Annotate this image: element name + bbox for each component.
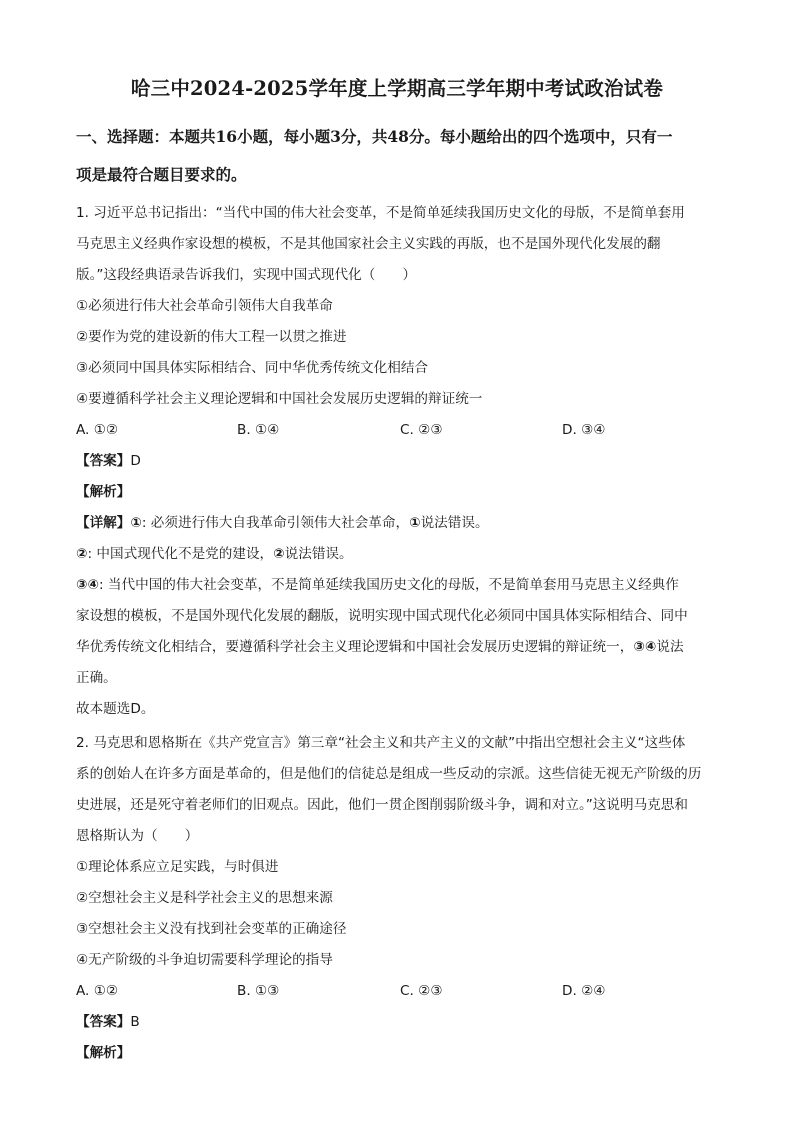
q1-detail-line bbox=[76, 545, 353, 563]
q2-item: ③空想社会主义没有找到社会变革的正确途径 bbox=[76, 921, 347, 937]
q2-analysis-tag bbox=[76, 1044, 130, 1062]
detail-text: 华优秀传统文化相结合，要遵循科学社会主义理论逻辑和中国社会发展历史逻辑的辩证统一， bbox=[76, 639, 634, 655]
analysis-tag: 【解析】 bbox=[76, 484, 131, 500]
detail-text: : 当代中国的伟大社会变革，不是简单延续我国历史文化的母版，不是简单套用马克思主义经典作 bbox=[99, 577, 679, 593]
q1-detail-line bbox=[76, 638, 684, 656]
q2-item: ④无产阶级的斗争迫切需要科学理论的指导 bbox=[76, 952, 333, 968]
detail-text: : 必须进行伟大自我革命引领伟大社会革命， bbox=[141, 515, 410, 531]
detail-tail: 说法 bbox=[656, 639, 684, 655]
section-heading-line2: 项是最符合题目要求的。 bbox=[76, 165, 247, 184]
q1-option-d: D. ③④ bbox=[562, 422, 606, 438]
q2-stem-line: 系的创始人在许多方面是革命的，但是他们的信徒总是组成一些反动的宗派。这些信徒无视无产阶级的历 bbox=[76, 766, 702, 782]
q2-option-b: B. ①③ bbox=[237, 983, 280, 999]
q1-detail-line: 正确。 bbox=[76, 670, 117, 686]
q2-item: ②空想社会主义是科学社会主义的思想来源 bbox=[76, 890, 333, 906]
q1-stem-line: 版。”这段经典语录告诉我们，实现中国式现代化（ ） bbox=[76, 267, 417, 283]
q2-stem-line: 恩格斯认为（ ） bbox=[76, 828, 199, 844]
q1-detail-line bbox=[76, 514, 489, 532]
detail-tail: 说法错误。 bbox=[284, 546, 353, 562]
q1-item: ②要作为党的建设新的伟大工程一以贯之推进 bbox=[76, 329, 347, 345]
q2-option-d: D. ②④ bbox=[562, 983, 606, 999]
q1-stem-line: 1. 习近平总书记指出：“当代中国的伟大社会变革，不是简单延续我国历史文化的母版，不是简单套用 bbox=[76, 205, 685, 221]
section-heading-line1: 一、选择题：本题共16小题，每小题3分，共48分。每小题给出的四个选项中，只有一 bbox=[76, 127, 673, 146]
detail-lead: ① bbox=[130, 515, 142, 531]
q1-detail-line: 家设想的模板，不是国外现代化发展的翻版，说明实现中国式现代化必须同中国具体实际相结合、同中 bbox=[76, 608, 688, 624]
q1-conclusion: 故本题选D。 bbox=[76, 701, 155, 717]
answer-value: D bbox=[130, 453, 141, 469]
detail-mark: ② bbox=[273, 546, 285, 562]
q2-answer bbox=[76, 1013, 140, 1031]
answer-value: B bbox=[130, 1014, 140, 1030]
q2-item: ①理论体系应立足实践，与时俱进 bbox=[76, 859, 279, 875]
page-title: 哈三中2024-2025学年度上学期高三学年期中考试政治试卷 bbox=[130, 77, 664, 100]
q1-item: ③必须同中国具体实际相结合、同中华优秀传统文化相结合 bbox=[76, 360, 429, 376]
detail-lead: ② bbox=[76, 546, 88, 562]
detail-mark: ① bbox=[409, 515, 421, 531]
q1-detail-line bbox=[76, 576, 679, 594]
q1-answer bbox=[76, 452, 141, 470]
q1-analysis-tag bbox=[76, 483, 130, 501]
q1-option-a: A. ①② bbox=[76, 422, 119, 438]
q1-item: ①必须进行伟大社会革命引领伟大自我革命 bbox=[76, 298, 333, 314]
analysis-tag: 【解析】 bbox=[76, 1045, 131, 1061]
answer-tag: 【答案】 bbox=[76, 1014, 131, 1030]
answer-tag: 【答案】 bbox=[76, 453, 131, 469]
q1-item: ④要遵循科学社会主义理论逻辑和中国社会发展历史逻辑的辩证统一 bbox=[76, 391, 483, 407]
detail-lead: ③④ bbox=[76, 577, 100, 593]
q1-option-c: C. ②③ bbox=[400, 422, 443, 438]
q2-option-c: C. ②③ bbox=[400, 983, 443, 999]
q1-stem-line: 马克思主义经典作家设想的模板，不是其他国家社会主义实践的再版，也不是国外现代化发展的翻 bbox=[76, 236, 661, 252]
q2-option-a: A. ①② bbox=[76, 983, 119, 999]
q1-option-b: B. ①④ bbox=[237, 422, 280, 438]
q2-stem-line: 史进展，还是死守着老师们的旧观点。因此，他们一贯企图削弱阶级斗争，调和对立。”这说明马克思和 bbox=[76, 797, 688, 813]
q2-stem-line: 2. 马克思和恩格斯在《共产党宣言》第三章“社会主义和共产主义的文献”中指出空想社会主义“这些体 bbox=[76, 735, 686, 751]
detail-tail: 说法错误。 bbox=[420, 515, 489, 531]
detail-tag: 【详解】 bbox=[76, 515, 131, 531]
detail-mark: ③④ bbox=[633, 639, 657, 655]
detail-text: : 中国式现代化不是党的建设， bbox=[87, 546, 274, 562]
